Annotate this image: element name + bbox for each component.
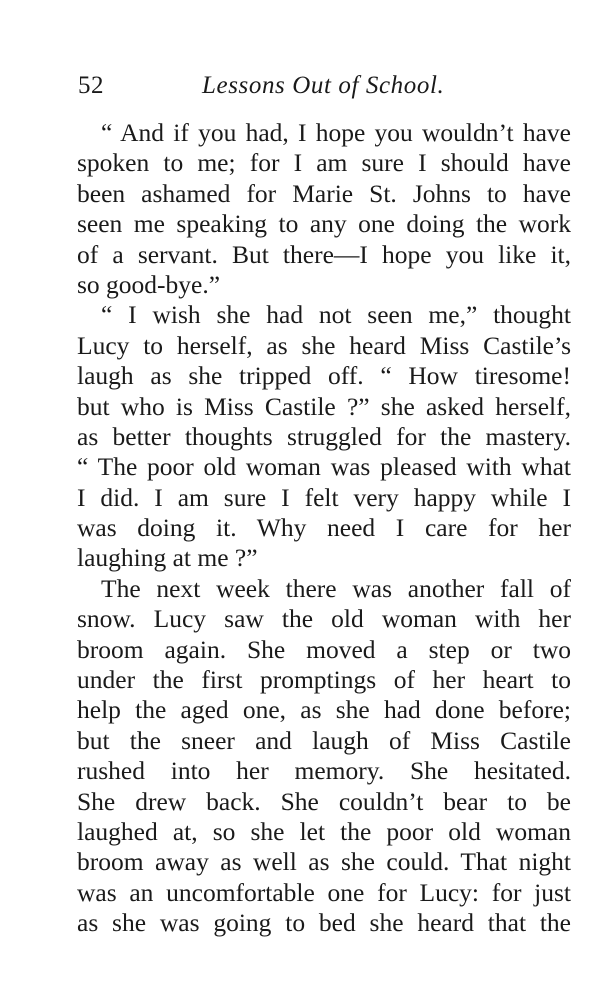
text-line: broom again. She moved a step or two <box>77 634 571 664</box>
text-line: under the first promptings of her heart to <box>77 665 571 695</box>
running-title: Lessons Out of School. <box>202 72 445 99</box>
text-line: rushed into her memory. She hesitated. <box>77 756 571 786</box>
text-line: seen me speaking to any one doing the work <box>77 209 571 239</box>
text-line: “ The poor old woman was pleased with what <box>77 452 571 482</box>
text-line: Lucy to herself, as she heard Miss Castile’s <box>77 330 571 360</box>
text-line: of a servant. But there—I hope you like it, <box>77 239 571 269</box>
text-line: The next week there was another fall of <box>101 573 571 603</box>
text-line: as she was going to bed she heard that the <box>77 908 571 938</box>
text-line: laughing at me ?” <box>77 543 258 573</box>
text-line: was an uncomfortable one for Lucy: for just <box>77 877 571 907</box>
page-number: 52 <box>78 72 104 99</box>
page-header <box>78 72 568 106</box>
text-line: so good-bye.” <box>77 269 221 299</box>
text-line: broom away as well as she could. That night <box>77 847 571 877</box>
text-line: “ And if you had, I hope you wouldn’t have <box>101 118 571 147</box>
text-line: but the sneer and laugh of Miss Castile <box>77 725 571 755</box>
text-line: but who is Miss Castile ?” she asked herself, <box>77 391 571 421</box>
text-line: snow. Lucy saw the old woman with her <box>77 604 571 634</box>
text-line: as better thoughts struggled for the mastery. <box>77 421 571 451</box>
text-line: I did. I am sure I felt very happy while I <box>77 482 571 512</box>
text-line: was doing it. Why need I care for her <box>77 513 571 543</box>
text-line: laugh as she tripped off. “ How tiresome! <box>77 361 571 391</box>
text-line: She drew back. She couldn’t bear to be <box>77 786 571 816</box>
text-line: laughed at, so she let the poor old woman <box>77 816 571 846</box>
text-line: spoken to me; for I am sure I should have <box>77 148 571 178</box>
text-line: been ashamed for Marie St. Johns to have <box>77 178 571 208</box>
text-line: help the aged one, as she had done before; <box>77 695 571 725</box>
body-text <box>77 118 571 939</box>
text-line: “ I wish she had not seen me,” thought <box>101 300 571 330</box>
